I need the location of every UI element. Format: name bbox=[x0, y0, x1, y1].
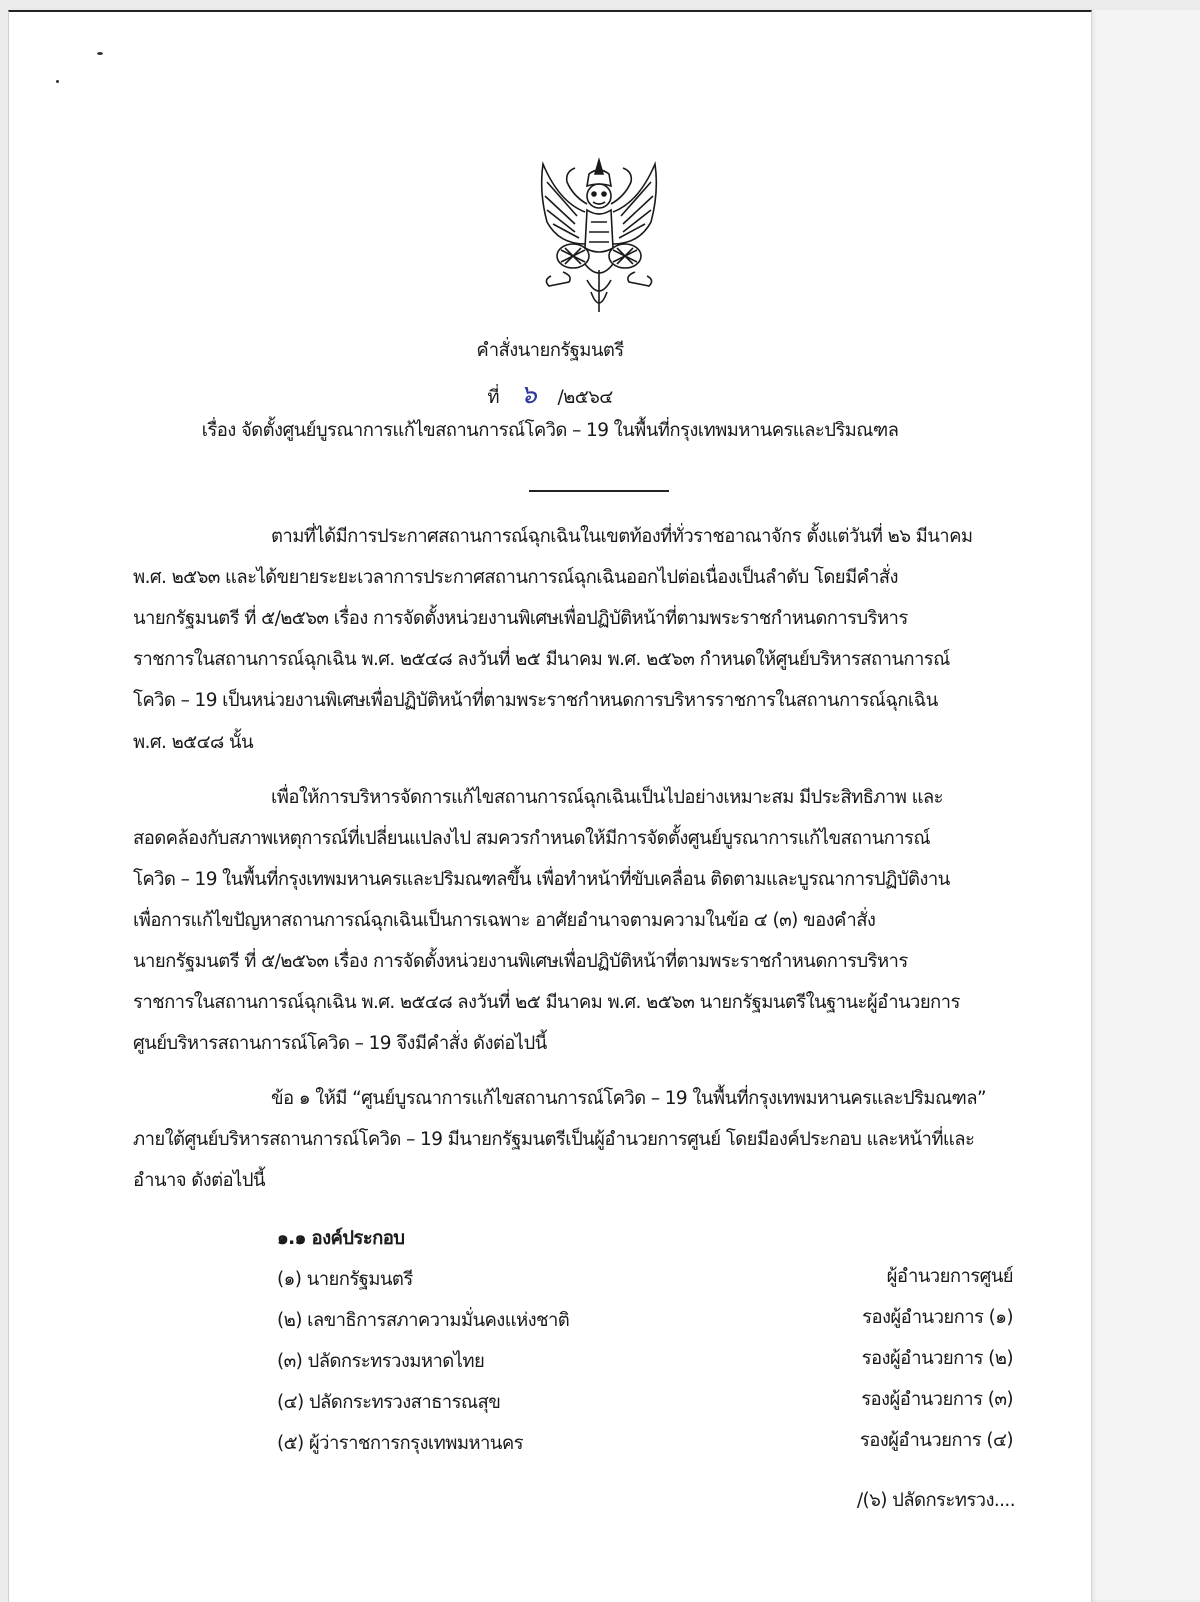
document-page bbox=[8, 10, 1092, 1602]
member-role-4: รองผู้อำนวยการ (๓) bbox=[861, 1389, 1013, 1410]
paragraph-1-line-4: ราชการในสถานการณ์ฉุกเฉิน พ.ศ. ๒๕๔๘ ลงวันที่ ๒๕ มีนาคม พ.ศ. ๒๕๖๓ กำหนดให้ศูนย์บริหารสถานการณ์ bbox=[133, 649, 950, 670]
member-role-1: ผู้อำนวยการศูนย์ bbox=[886, 1266, 1013, 1287]
member-role-3: รองผู้อำนวยการ (๒) bbox=[861, 1348, 1013, 1369]
scan-speck bbox=[56, 80, 59, 83]
scan-speck bbox=[97, 52, 103, 55]
member-name-3: (๓) ปลัดกระทรวงมหาดไทย bbox=[277, 1351, 485, 1372]
paragraph-2-line-4: เพื่อการแก้ไขปัญหาสถานการณ์ฉุกเฉินเป็นการเฉพาะ อาศัยอำนาจตามความในข้อ ๔ (๓) ของคำสั่ง bbox=[133, 910, 876, 931]
paragraph-3-line-2: ภายใต้ศูนย์บริหารสถานการณ์โควิด – 19 มีนายกรัฐมนตรีเป็นผู้อำนวยการศูนย์ โดยมีองค์ประกอบ และหน้าที่และ bbox=[133, 1129, 975, 1150]
paragraph-1-line-1: ตามที่ได้มีการประกาศสถานการณ์ฉุกเฉินในเขตท้องที่ทั่วราชอาณาจักร ตั้งแต่วันที่ ๒๖ มีนาคม bbox=[271, 526, 973, 547]
continuation-note: /(๖) ปลัดกระทรวง.... bbox=[856, 1490, 1015, 1511]
paragraph-1-line-2: พ.ศ. ๒๕๖๓ และได้ขยายระยะเวลาการประกาศสถานการณ์ฉุกเฉินออกไปต่อเนื่องเป็นลำดับ โดยมีคำสั่ง bbox=[133, 567, 898, 588]
header-divider bbox=[529, 490, 669, 492]
member-name-1: (๑) นายกรัฐมนตรี bbox=[277, 1269, 413, 1290]
garuda-emblem-icon bbox=[529, 152, 669, 322]
order-number-year: /๒๕๖๔ bbox=[557, 387, 613, 408]
member-name-4: (๔) ปลัดกระทรวงสาธารณสุข bbox=[277, 1392, 501, 1413]
order-title: คำสั่งนายกรัฐมนตรี bbox=[476, 340, 624, 361]
paragraph-3-line-1: ข้อ ๑ ให้มี “ศูนย์บูรณาการแก้ไขสถานการณ์โควิด – 19 ในพื้นที่กรุงเทพมหานครและปริมณฑล” bbox=[271, 1088, 987, 1109]
member-name-2: (๒) เลขาธิการสภาความมั่นคงแห่งชาติ bbox=[277, 1310, 570, 1331]
paragraph-1-line-6: พ.ศ. ๒๕๔๘ นั้น bbox=[133, 732, 254, 753]
order-number bbox=[9, 374, 1091, 415]
member-role-5: รองผู้อำนวยการ (๔) bbox=[859, 1430, 1013, 1451]
subject-line: เรื่อง จัดตั้งศูนย์บูรณาการแก้ไขสถานการณ์โควิด – 19 ในพื้นที่กรุงเทพมหานครและปริมณฑล bbox=[201, 420, 899, 441]
paragraph-2-line-2: สอดคล้องกับสภาพเหตุการณ์ที่เปลี่ยนแปลงไป สมควรกำหนดให้มีการจัดตั้งศูนย์บูรณาการแก้ไขสถานการณ์ bbox=[133, 828, 930, 849]
order-number-prefix: ที่ bbox=[487, 387, 499, 408]
paragraph-2-line-3: โควิด – 19 ในพื้นที่กรุงเทพมหานครและปริมณฑลขึ้น เพื่อทำหน้าที่ขับเคลื่อน ติดตามและบูรณาการปฏิบัติงาน bbox=[133, 869, 950, 890]
background-edge bbox=[1092, 10, 1200, 1600]
paragraph-2-line-1: เพื่อให้การบริหารจัดการแก้ไขสถานการณ์ฉุกเฉินเป็นไปอย่างเหมาะสม มีประสิทธิภาพ และ bbox=[271, 787, 944, 808]
paragraph-2-line-7: ศูนย์บริหารสถานการณ์โควิด – 19 จึงมีคำสั่ง ดังต่อไปนี้ bbox=[133, 1033, 547, 1054]
paragraph-2-line-5: นายกรัฐมนตรี ที่ ๕/๒๕๖๓ เรื่อง การจัดตั้งหน่วยงานพิเศษเพื่อปฏิบัติหน้าที่ตามพระราชกำหนดการบริหาร bbox=[133, 951, 908, 972]
member-role-2: รองผู้อำนวยการ (๑) bbox=[862, 1307, 1013, 1328]
member-name-5: (๕) ผู้ว่าราชการกรุงเทพมหานคร bbox=[277, 1433, 523, 1454]
order-number-handwritten: ๖ bbox=[520, 380, 537, 410]
paragraph-3-line-3: อำนาจ ดังต่อไปนี้ bbox=[133, 1170, 265, 1191]
paragraph-1-line-5: โควิด – 19 เป็นหน่วยงานพิเศษเพื่อปฏิบัติหน้าที่ตามพระราชกำหนดการบริหารราชการในสถานการณ์ฉุกเฉิน bbox=[133, 690, 938, 711]
paragraph-1-line-3: นายกรัฐมนตรี ที่ ๕/๒๕๖๓ เรื่อง การจัดตั้งหน่วยงานพิเศษเพื่อปฏิบัติหน้าที่ตามพระราชกำหนดการบริหาร bbox=[133, 608, 908, 629]
paragraph-2-line-6: ราชการในสถานการณ์ฉุกเฉิน พ.ศ. ๒๕๔๘ ลงวันที่ ๒๕ มีนาคม พ.ศ. ๒๕๖๓ นายกรัฐมนตรีในฐานะผู้อำนวยการ bbox=[133, 992, 960, 1013]
composition-heading: ๑.๑ องค์ประกอบ bbox=[277, 1228, 405, 1249]
